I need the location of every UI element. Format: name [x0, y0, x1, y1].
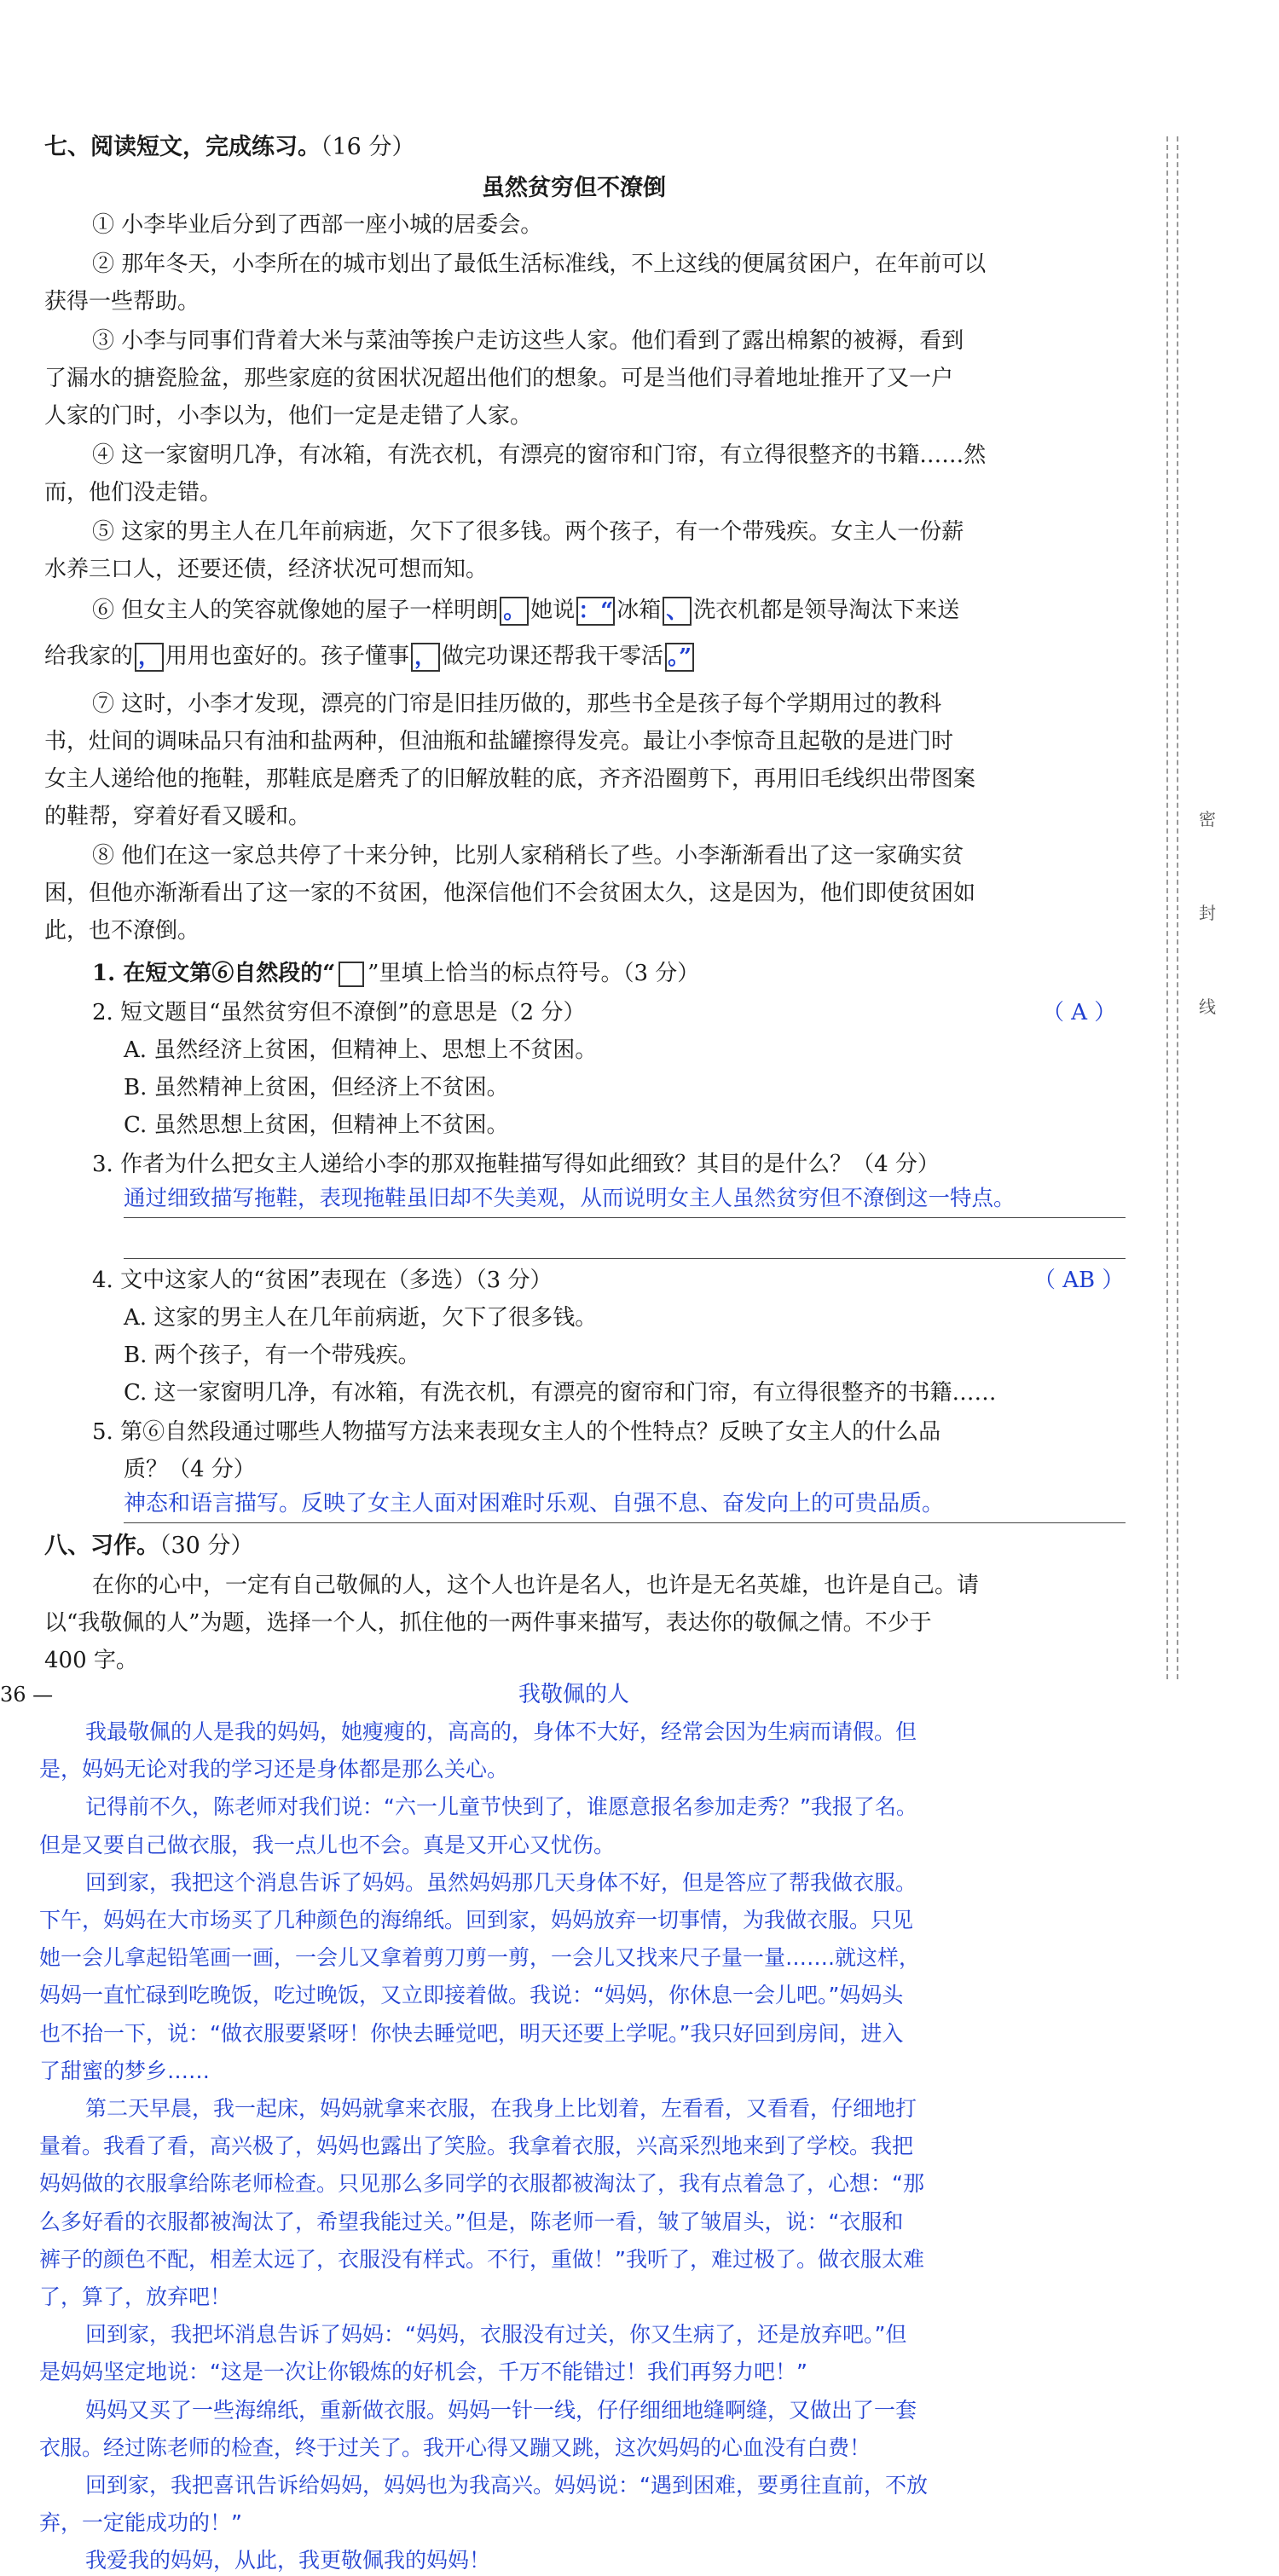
question-4-answer: （ AB ） [1033, 1268, 1125, 1293]
p6a-text-2: 她说 [530, 598, 576, 623]
q2-option-b: B. 虽然精神上贫困，但经济上不贫困。 [124, 1075, 509, 1100]
essay-line: 她一会儿拿起铅笔画一画，一会儿又拿着剪刀剪一剪，一会儿又找来尺子量一量…….就这样， [39, 1945, 920, 1971]
margin-dash-line-2 [1177, 136, 1178, 1679]
section7-heading-text: 七、阅读短文，完成练习。 [44, 134, 321, 160]
essay-line: 第二天早晨，我一起床，妈妈就拿来衣服，在我身上比划着，左看看，又看看，仔细地打 [85, 2096, 917, 2121]
question-3-answer: 通过细致描写拖鞋，表现拖鞋虽旧却不失美观，从而说明女主人虽然贫穷但不潦倒这一特点。 [124, 1186, 1016, 1211]
essay-line: 回到家，我把喜讯告诉给妈妈，妈妈也为我高兴。妈妈说：“遇到困难，要勇往直前，不放 [85, 2473, 928, 2498]
question-5a: 5. 第⑥自然段通过哪些人物描写方法来表现女主人的个性特点？反映了女主人的什么品 [92, 1419, 941, 1445]
answer-box-5[interactable]: ， [411, 643, 440, 672]
essay-line: 么多好看的衣服都被淘汰了，希望我能过关。”但是，陈老师一看，皱了皱眉头，说：“衣服和 [39, 2209, 904, 2234]
essay-line: 回到家，我把坏消息告诉了妈妈：“妈妈，衣服没有过关，你又生病了，还是放弃吧。”但 [85, 2322, 907, 2348]
passage-p5b: 水养三口人，还要还债，经济状况可想而知。 [44, 557, 489, 582]
margin-dash-line-1 [1166, 136, 1168, 1679]
passage-p7b: 书，灶间的调味品只有油和盐两种，但油瓶和盐罐擦得发亮。最让小李惊奇且起敬的是进门时 [44, 729, 954, 754]
essay-line: 是，妈妈无论对我的学习还是身体都是那么关心。 [39, 1757, 509, 1782]
p6a-text-3: 冰箱 [616, 598, 662, 623]
passage-p1: ① 小李毕业后分到了西部一座小城的居委会。 [92, 212, 543, 238]
p6a-text-4: 洗衣机都是领导淘汰下来送 [693, 598, 960, 623]
p6b-text-3: 做完功课还帮我干零活 [442, 644, 664, 669]
essay-line: 我爱我的妈妈，从此，我更敬佩我的妈妈！ [85, 2548, 491, 2573]
margin-tag-3: 线 [1199, 996, 1216, 1017]
q4-option-c: C. 这一家窗明几净，有冰箱，有洗衣机，有漂亮的窗帘和门帘，有立得很整齐的书籍…… [124, 1380, 997, 1406]
essay-line: 下午，妈妈在大市场买了几种颜色的海绵纸。回到家，妈妈放弃一切事情，为我做衣服。只见 [39, 1908, 914, 1932]
q2-option-c: C. 虽然思想上贫困，但精神上不贫困。 [124, 1112, 509, 1138]
q1-text-b: ”里填上恰当的标点符号。（3 分） [367, 961, 700, 986]
essay-line: 裤子的颜色不配，相差太远了，衣服没有样式。不行，重做！”我听了，难过极了。做衣服太难 [39, 2246, 924, 2272]
passage-p3b: 了漏水的搪瓷脸盆，那些家庭的贫困状况超出他们的想象。可是当他们寻着地址推开了又一户 [44, 366, 954, 391]
answer-box-1[interactable]: 。 [500, 597, 529, 626]
passage-p4a: ④ 这一家窗明几净，有冰箱，有洗衣机，有漂亮的窗帘和门帘，有立得很整齐的书籍……然 [92, 442, 987, 468]
section8-heading [44, 1531, 253, 1562]
essay-line: 是妈妈坚定地说：“这是一次让你锻炼的好机会，千万不能错过！我们再努力吧！” [39, 2359, 807, 2385]
section8-heading-text: 八、习作。 [44, 1533, 159, 1559]
essay-line: 了甜蜜的梦乡…… [39, 2058, 211, 2083]
passage-p3c: 人家的门时，小李以为，他们一定是走错了人家。 [44, 403, 533, 429]
section7-heading-score: （16 分） [321, 134, 415, 160]
margin-tag-2: 封 [1199, 903, 1216, 923]
essay-line: 衣服。经过陈老师的检查，终于过关了。我开心得又蹦又跳，这次妈妈的心血没有白费！ [39, 2434, 871, 2460]
essay-line: 回到家，我把这个消息告诉了妈妈。虽然妈妈那几天身体不好，但是答应了帮我做衣服。 [85, 1869, 917, 1895]
essay-line: 妈妈做的衣服拿给陈老师检查。只见那么多同学的衣服都被淘汰了，我有点着急了，心想：“那 [39, 2171, 924, 2197]
passage-p6a [92, 595, 959, 626]
passage-p8b: 困，但他亦渐渐看出了这一家的不贫困，他深信他们不会贫困太久，这是因为，他们即使贫困如 [44, 881, 976, 906]
passage-p3a: ③ 小李与同事们背着大米与菜油等挨户走访这些人家。他们看到了露出棉絮的被褥，看到 [92, 328, 964, 354]
page-number: 36 — [0, 1683, 54, 1707]
question-5b: 质？（4 分） [124, 1457, 256, 1482]
p6a-text-1: ⑥ 但女主人的笑容就像她的屋子一样明朗 [92, 598, 499, 623]
answer-box-4[interactable]: ， [135, 643, 164, 672]
question-4: 4. 文中这家人的“贫困”表现在（多选）（3 分） [92, 1268, 553, 1293]
q2-option-a: A. 虽然经济上贫困，但精神上、思想上不贫困。 [124, 1037, 598, 1063]
essay-line: 我最敬佩的人是我的妈妈，她瘦瘦的，高高的，身体不大好，经常会因为生病而请假。但 [85, 1719, 917, 1744]
question-1 [92, 958, 699, 989]
passage-p2b: 获得一些帮助。 [44, 289, 200, 315]
p6b-text-2: 用用也蛮好的。孩子懂事 [165, 644, 410, 669]
essay-title: 我敬佩的人 [518, 1682, 630, 1707]
answer-box-2[interactable]: ：“ [578, 598, 614, 624]
question-3: 3. 作者为什么把女主人递给小李的那双拖鞋描写得如此细致？其目的是什么？（4 分） [92, 1152, 940, 1177]
passage-p8a: ⑧ 他们在这一家总共停了十来分钟，比别人家稍稍长了些。小李渐渐看出了这一家确实贫 [92, 843, 964, 869]
essay-line: 妈妈一直忙碌到吃晚饭，吃过晚饭，又立即接着做。我说：“妈妈，你休息一会儿吧。”妈妈头 [39, 1983, 904, 2008]
section8-prompt-b: 以“我敬佩的人”为题，选择一个人，抓住他的一两件事来描写，表达你的敬佩之情。不少于 [44, 1610, 932, 1636]
question-2-answer: （ A ） [1042, 1000, 1117, 1025]
q4-option-a: A. 这家的男主人在几年前病逝，欠下了很多钱。 [124, 1305, 598, 1331]
answer-box-3[interactable]: 、 [663, 597, 692, 626]
essay-line: 了，算了，放弃吧！ [39, 2284, 232, 2309]
passage-p7a: ⑦ 这时，小李才发现，漂亮的门帘是旧挂历做的，那些书全是孩子每个学期用过的教科 [92, 691, 942, 717]
answer-line-3a [124, 1217, 1126, 1218]
q4-option-b: B. 两个孩子，有一个带残疾。 [124, 1343, 420, 1368]
question-5-answer: 神态和语言描写。反映了女主人面对困难时乐观、自强不息、奋发向上的可贵品质。 [124, 1491, 945, 1516]
passage-p7d: 的鞋帮，穿着好看又暖和。 [44, 804, 311, 829]
section8-prompt-a: 在你的心中，一定有自己敬佩的人，这个人也许是名人，也许是无名英雄，也许是自己。请 [92, 1573, 980, 1598]
passage-p4b: 而，他们没走错。 [44, 480, 223, 505]
answer-line-5 [124, 1522, 1126, 1523]
essay-line: 量着。我看了看，高兴极了，妈妈也露出了笑脸。我拿着衣服，兴高采烈地来到了学校。我把 [39, 2134, 914, 2159]
section7-heading [44, 132, 414, 163]
essay-line: 但是又要自己做衣服，我一点儿也不会。真是又开心又忧伤。 [39, 1832, 616, 1857]
passage-title: 虽然贫穷但不潦倒 [482, 175, 666, 201]
answer-line-3b [124, 1258, 1126, 1259]
essay-line: 弃，一定能成功的！” [39, 2510, 242, 2536]
essay-line: 记得前不久，陈老师对我们说：“六一儿童节快到了，谁愿意报名参加走秀？”我报了名。 [85, 1794, 917, 1820]
essay-line: 也不抬一下，说：“做衣服要紧呀！你快去睡觉吧，明天还要上学呢。”我只好回到房间，进入 [39, 2020, 904, 2046]
answer-box-6[interactable]: 。” [665, 643, 694, 672]
q1-box-icon [339, 962, 364, 987]
passage-p8c: 此，也不潦倒。 [44, 918, 200, 944]
passage-p5a: ⑤ 这家的男主人在几年前病逝，欠下了很多钱。两个孩子，有一个带残疾。女主人一份薪 [92, 519, 964, 545]
passage-p2a: ② 那年冬天，小李所在的城市划出了最低生活标准线，不上这线的便属贫困户，在年前可以 [92, 251, 987, 277]
margin-tag-1: 密 [1199, 809, 1216, 829]
passage-p7c: 女主人递给他的拖鞋，那鞋底是磨秃了的旧解放鞋的底，齐齐沿圈剪下，再用旧毛线织出带图案 [44, 766, 976, 792]
question-2: 2. 短文题目“虽然贫穷但不潦倒”的意思是（2 分） [92, 1000, 586, 1025]
essay-line: 妈妈又买了一些海绵纸，重新做衣服。妈妈一针一线，仔仔细细地缝啊缝，又做出了一套 [85, 2397, 917, 2423]
q1-text-a: 1. 在短文第⑥自然段的“ [92, 961, 336, 986]
p6b-text-1: 给我家的 [44, 644, 134, 669]
passage-p6b [44, 641, 696, 672]
section8-heading-score: （30 分） [159, 1533, 254, 1559]
section8-prompt-c: 400 字。 [44, 1648, 138, 1673]
